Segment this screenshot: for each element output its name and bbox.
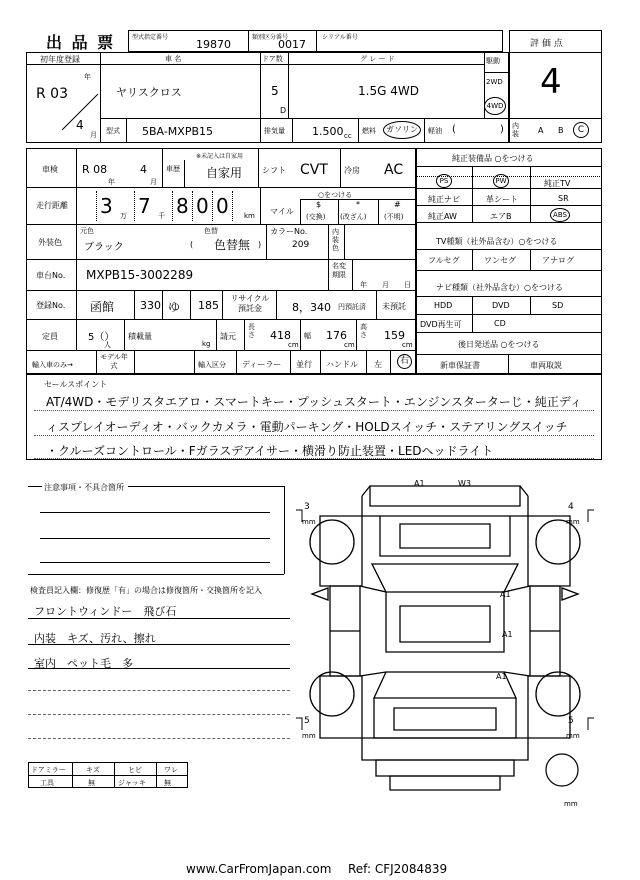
grade-label: グ レ ー ド (360, 55, 395, 63)
score-value: 4 (540, 62, 562, 102)
navi-sd: SD (552, 301, 564, 310)
fuel-label: 燃料 (362, 127, 376, 135)
damage-mark-1: A1 (500, 590, 511, 599)
diesel-label: 軽油 (428, 127, 442, 135)
shift-value: CVT (300, 162, 328, 178)
handle-left: 左 (374, 360, 382, 369)
first-reg-era: R 03 (36, 86, 68, 102)
legend-h4: ワレ (164, 766, 178, 774)
tv-oneseg: ワンセグ (484, 256, 516, 265)
equip-leather: 革シート (486, 195, 518, 204)
cc-unit: cc (344, 132, 352, 140)
navi-hdd: HDD (434, 301, 453, 310)
name-change-year-unit: 年 (360, 281, 367, 289)
mile-opt-tamper-sym: * (356, 200, 360, 209)
model-year-label: モデル年式 (100, 353, 128, 370)
mileage-digit-3: 8 (176, 194, 189, 218)
door-d: D (280, 106, 287, 115)
width-label: 幅 (304, 332, 311, 340)
note-line-1: フロントウィンドー 飛び石 (34, 605, 177, 618)
tread-rear-left: 5 (304, 716, 310, 726)
tread-front-right: 4 (568, 502, 574, 512)
reg-kana: ゆ (168, 300, 181, 314)
reg-class: 330 (140, 299, 161, 312)
note-line-2: 内装 キズ、汚れ、擦れ (34, 632, 156, 645)
color-no-label: カラーNo. (270, 227, 308, 236)
usage-note: ※未記入は自家用 (196, 153, 244, 160)
recycle-label: リサイクル預託金 (230, 294, 270, 313)
tv-type-head: TV種類（社外品含む）○をつける (436, 237, 558, 246)
paint-label: 色替 (204, 227, 218, 235)
man-unit: 万 (120, 212, 127, 220)
year-unit: 年 (84, 73, 91, 81)
load-label: 積載量 (128, 332, 152, 341)
color-no: 209 (292, 240, 310, 250)
interior-c-circled: C (573, 122, 589, 138)
interior-a: A (538, 126, 544, 135)
new-car-warranty: 新車保証書 (440, 361, 480, 370)
score-label: 評 価 点 (530, 39, 563, 49)
shift-label: シフト (262, 166, 286, 175)
legend-jack: ジャッキ (118, 779, 146, 787)
ac-label: 冷房 (344, 166, 360, 175)
capacity-label: 定員 (42, 332, 58, 341)
handle-label: ハンドル (326, 360, 358, 369)
height-unit: cm (402, 341, 413, 349)
equip-abs-circled: ABS (550, 208, 570, 222)
equip-navi: 純正ナビ (428, 195, 460, 204)
reg-number: 185 (198, 299, 219, 312)
length-unit: cm (288, 341, 299, 349)
length-label: 長さ (248, 323, 255, 339)
mile-opt-exchange-sym: $ (316, 200, 322, 209)
km-unit: km (244, 212, 255, 220)
reg-label: 登録No. (36, 301, 66, 310)
equip-airbag: エアB (490, 212, 512, 221)
request-label: 請元 (220, 332, 236, 341)
interior-color-label: 内装色 (332, 228, 339, 252)
mileage-digit-1: 3 (100, 194, 113, 218)
mile-opt-exchange: (交換) (306, 213, 326, 221)
inspector-note-label: 検査員記入欄：修復歴「有」の場合は修復箇所・交換箇所を記入 (30, 586, 262, 595)
orig-color-label: 元色 (80, 227, 94, 235)
tread-front-right-unit: mm (566, 518, 580, 526)
mileage-digit-2: 7 (138, 194, 151, 218)
paint-value: 色替無 (214, 238, 251, 252)
color-value: ブラック (84, 242, 124, 253)
name-label: 車 名 (165, 55, 182, 63)
model-code-label: 型式 (106, 127, 120, 135)
shaken-month: 4 (140, 163, 147, 176)
width-value: 176 (326, 329, 347, 342)
dealer-label: ディーラー (242, 360, 282, 369)
capacity-unit: 人 (104, 341, 111, 349)
note-line-3: 室内 ペット毛 多 (34, 657, 133, 670)
legend-tools: 工具 (40, 779, 54, 787)
legend-jack-value: 無 (164, 779, 171, 787)
model-designation-number: 19870 (196, 38, 231, 51)
sales-point-label: セールスポイント (44, 380, 108, 389)
mileage-digit-4: 0 (196, 194, 209, 218)
mile-options-head: ○をつける (318, 191, 353, 199)
navi-dvd: DVD (492, 301, 510, 310)
legend-h1: ドアミラー (31, 766, 66, 774)
name-change-day-unit: 日 (404, 281, 411, 289)
shaken-era: R 08 (82, 163, 108, 176)
recycle-amount: 8，340 (292, 301, 331, 314)
usage-label: 車歴 (166, 165, 180, 173)
tread-front-left-unit: mm (302, 518, 316, 526)
tread-rear-left-unit: mm (302, 732, 316, 740)
displacement: 1.500 (312, 125, 344, 138)
model-code: 5BA-MXPB15 (142, 125, 214, 138)
ac-value: AC (384, 162, 404, 178)
displacement-label: 排気量 (264, 127, 285, 135)
mileage-label: 走行距離 (36, 201, 68, 210)
damage-mark-2: A1 (502, 630, 513, 639)
category-label: 類別区分番号 (252, 34, 289, 41)
unpaid-label: 未預託 (382, 302, 406, 311)
model-designation-label: 型式指定番号 (132, 34, 169, 41)
import-label: 輸入車のみ→ (32, 361, 73, 369)
handle-right-circled: 右 (397, 354, 412, 369)
mile-unit-label: マイル (270, 207, 294, 216)
name-change-month-unit: 月 (382, 281, 389, 289)
doors-label: ドア数 (262, 55, 283, 63)
later-ship-head: 後日発送品 ○をつける (458, 340, 540, 349)
height-value: 159 (384, 329, 405, 342)
height-label: 高さ (360, 323, 367, 339)
navi-type-head: ナビ種類（社外品含む）○をつける (436, 283, 563, 292)
sen-unit: 千 (158, 212, 165, 220)
spare-tire-icon (544, 740, 584, 800)
car-name: ヤリスクロス (116, 86, 182, 99)
serial-label: シリアル番号 (322, 34, 358, 41)
vehicle-manual: 車両取説 (530, 361, 562, 370)
equip-tv: 純正TV (544, 179, 571, 188)
interior-label: 内装 (512, 122, 519, 138)
diagram-top-w3: W3 (458, 479, 471, 488)
spare-tire-unit: mm (564, 800, 578, 808)
shaken-month-unit: 月 (150, 178, 157, 186)
month-unit: 月 (90, 131, 97, 139)
mile-opt-tamper: (改ざん) (340, 213, 367, 221)
equip-ps-circled: PS (436, 174, 452, 188)
usage-value: 自家用 (206, 166, 243, 180)
mile-opt-unknown-sym: # (394, 200, 401, 209)
first-reg-label: 初年度登録 (40, 55, 80, 64)
mile-opt-unknown: (不明) (384, 213, 404, 221)
sales-line-2: ィスプレイオーディオ・バックカメラ・電動パーキング・HOLDスイッチ・ステアリングスイッチ (46, 420, 568, 434)
chassis-number: MXPB15-3002289 (86, 268, 194, 282)
tread-rear-right: 5 (568, 716, 574, 726)
sheet-title: 出 品 票 (46, 33, 116, 52)
damage-mark-3: A1 (496, 672, 507, 681)
legend-h2: キズ (86, 766, 100, 774)
drive-4wd-circled: 4WD (484, 97, 506, 115)
mileage-digit-5: 0 (216, 194, 229, 218)
fuel-gasoline-circled: ガソリン (383, 121, 421, 139)
footer-site[interactable]: www.CarFromJapan.com (186, 862, 332, 876)
notes-label: 注意事項・不具合箇所 (44, 483, 124, 492)
category-number: 0017 (278, 38, 306, 51)
shaken-year-unit: 年 (108, 178, 115, 186)
recycle-unit: 円預託済 (338, 303, 366, 311)
width-unit: cm (344, 341, 355, 349)
door-count: 5 (271, 84, 279, 98)
footer-ref: Ref: CFJ2084839 (348, 862, 448, 876)
tread-rear-right-unit: mm (566, 732, 580, 740)
interior-b: B (558, 126, 564, 135)
tv-analog: アナログ (542, 256, 574, 265)
parallel-label: 並行 (296, 360, 312, 369)
equip-pw-circled: PW (493, 174, 509, 188)
navi-cd: CD (494, 319, 506, 328)
navi-dvd-playback: DVD再生可 (420, 320, 462, 329)
diagram-top-a1: A1 (414, 479, 425, 488)
first-reg-month: 4 (76, 118, 84, 132)
shaken-label: 車検 (42, 165, 58, 174)
equip-sr: SR (558, 194, 569, 203)
sales-line-1: AT/4WD・モデリスタエアロ・スマートキー・プッシュスタート・エンジンスターターじ・純正ディ (46, 395, 582, 409)
std-equipment-head: 純正装備品 ○をつける (452, 154, 534, 163)
color-label: 外装色 (38, 238, 62, 247)
drive-2wd: 2WD (486, 78, 503, 86)
legend-h3: ヒビ (128, 766, 142, 774)
tread-front-left: 3 (304, 502, 310, 512)
legend-tools-value: 無 (88, 779, 95, 787)
reg-area: 函館 (90, 300, 115, 314)
name-change-label: 名変期限 (332, 262, 346, 279)
capacity-value: 5（） (88, 332, 115, 343)
tv-fullseg: フルセグ (428, 256, 460, 265)
equip-aw: 純正AW (428, 212, 457, 221)
import-type-label: 輸入区分 (198, 361, 226, 369)
sales-line-3: ・クルーズコントロール・Fガラスデアイサー・横滑り防止装置・LEDヘッドライト (46, 444, 494, 458)
length-value: 418 (270, 329, 291, 342)
chassis-label: 車台No. (36, 271, 66, 280)
grade-value: 1.5G 4WD (358, 84, 419, 98)
drive-label: 駆動 (486, 57, 500, 65)
load-unit: kg (202, 340, 211, 348)
